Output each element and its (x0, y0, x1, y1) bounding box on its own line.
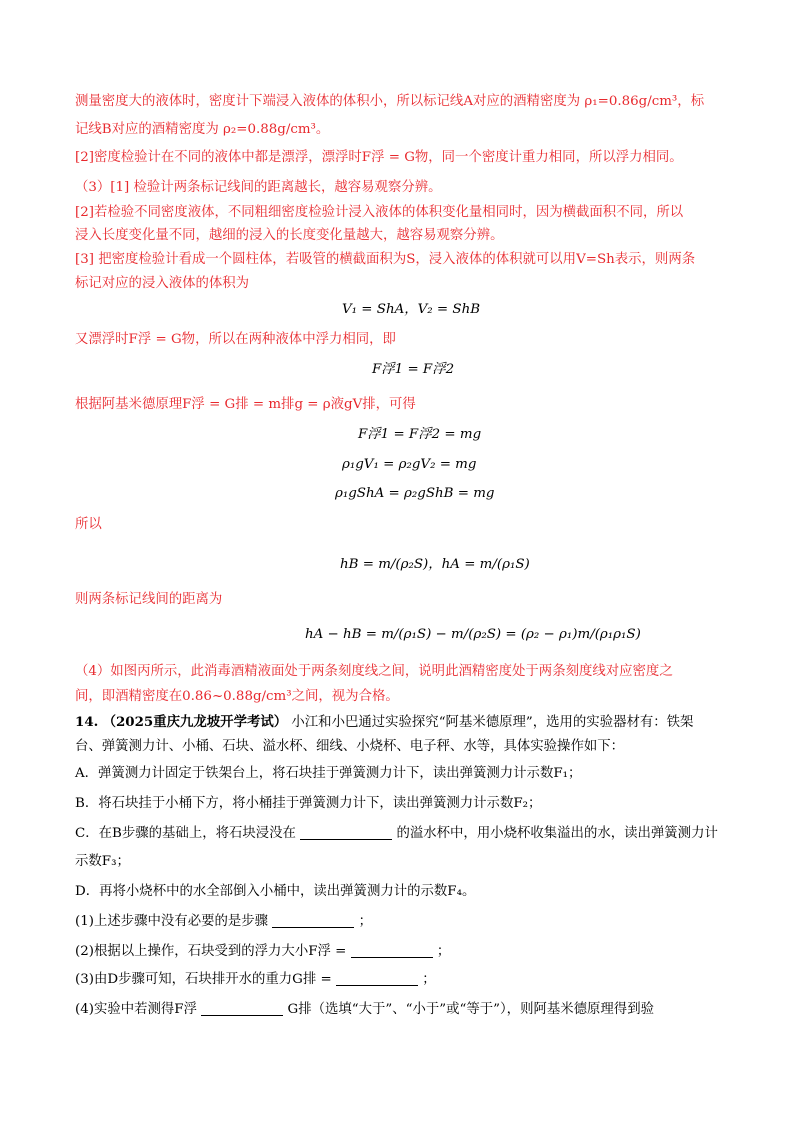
part-4 (75, 1000, 654, 1020)
equation-density-height: ρ₁gShA = ρ₂gShB = mg (335, 486, 495, 501)
step-c-text-b: 的溢水杯中，用小烧杯收集溢出的水，读出弹簧测力计 (396, 826, 718, 841)
blank-part-1[interactable] (272, 913, 354, 928)
solution-line-9: 又漂浮时F浮 = G物，所以在两种液体中浮力相同，即 (75, 332, 396, 347)
equation-buoyancy-equal: F浮1 = F浮2 (372, 362, 455, 377)
solution-line-6: 浸入长度变化量不同，越细的浸入的长度变化量越大，越容易观察分辨。 (75, 228, 504, 243)
question-source: （2025重庆九龙坡开学考试） (102, 714, 288, 730)
solution-line-2: 记线B对应的酒精密度为 ρ₂=0.88g/cm³。 (75, 122, 330, 137)
solution-line-10: 根据阿基米德原理F浮 = G排 = m排g = ρ液gV排，可得 (75, 397, 416, 412)
part-1-text: (1)上述步骤中没有必要的是步骤 (75, 914, 269, 929)
question-number: 14. (75, 714, 99, 730)
part-4-end: G排（选填“大于”、“小于”或“等于”），则阿基米德原理得到验 (287, 1002, 654, 1017)
step-c-line-1 (75, 824, 718, 844)
part-3-end: ； (422, 972, 436, 987)
part-4-text: (4)实验中若测得F浮 (75, 1002, 197, 1017)
solution-line-8: 标记对应的浸入液体的体积为 (75, 276, 250, 291)
solution-line-7: [3] 把密度检验计看成一个圆柱体，若吸管的横截面积为S，浸入液体的体积就可以用V=Sh表示，则两条 (75, 252, 696, 267)
question-intro-2: 台、弹簧测力计、小桶、石块、溢水杯、细线、小烧杯、电子秤、水等，具体实验操作如下： (75, 739, 625, 754)
solution-line-11: 所以 (75, 517, 102, 532)
solution-line-4: （3）[1] 检验计两条标记线间的距离越长，越容易观察分辨。 (75, 180, 442, 195)
solution-line-5: [2]若检验不同密度液体，不同粗细密度检验计浸入液体的体积变化量相同时，因为横截面积不同，所以 (75, 205, 684, 220)
part-1-end: ； (358, 914, 372, 929)
blank-part-2[interactable] (351, 943, 433, 958)
part-2-end: ； (436, 944, 451, 959)
step-c-line-2: 示数F₃； (75, 854, 130, 869)
step-a: A．弹簧测力计固定于铁架台上，将石块挂于弹簧测力计下，读出弹簧测力计示数F₁； (75, 766, 582, 781)
question-intro-1: 小江和小巴通过实验探究“阿基米德原理”，选用的实验器材有：铁架 (291, 715, 694, 730)
equation-density-volume: ρ₁gV₁ = ρ₂gV₂ = mg (342, 457, 477, 472)
step-c-text-a: C．在B步骤的基础上，将石块浸没在 (75, 826, 296, 841)
solution-line-3: [2]密度检验计在不同的液体中都是漂浮，漂浮时F浮 = G物，同一个密度计重力相同，所以浮力相同。 (75, 150, 683, 165)
solution-line-12: 则两条标记线间的距离为 (75, 592, 223, 607)
equation-distance: hA − hB = m/(ρ₁S) − m/(ρ₂S) = (ρ₂ − ρ₁)m/(ρ₁ρ₁S) (305, 627, 641, 642)
part-2 (75, 942, 450, 962)
part-1 (75, 912, 372, 932)
solution-line-14: 间，即酒精密度在0.86~0.88g/cm³之间，视为合格。 (75, 689, 399, 704)
blank-c[interactable] (300, 825, 392, 840)
equation-buoyancy-mg: F浮1 = F浮2 = mg (358, 427, 482, 442)
part-2-text: (2)根据以上操作，石块受到的浮力大小F浮 = (75, 944, 347, 959)
step-d: D．再将小烧杯中的水全部倒入小桶中，读出弹簧测力计的示数F₄。 (75, 884, 476, 899)
blank-part-4[interactable] (201, 1001, 283, 1016)
solution-line-1: 测量密度大的液体时，密度计下端浸入液体的体积小，所以标记线A对应的酒精密度为 ρ₁=0.86g/cm³，标 (75, 94, 705, 109)
equation-volumes: V₁ = ShA，V₂ = ShB (342, 302, 481, 317)
question-14-header (75, 712, 693, 733)
blank-part-3[interactable] (336, 971, 418, 986)
step-b: B．将石块挂于小桶下方，将小桶挂于弹簧测力计下，读出弹簧测力计示数F₂； (75, 796, 542, 811)
part-3 (75, 970, 436, 990)
equation-heights: hB = m/(ρ₂S)，hA = m/(ρ₁S) (340, 557, 530, 572)
part-3-text: (3)由D步骤可知，石块排开水的重力G排 = (75, 972, 332, 987)
solution-line-13: （4）如图丙所示，此消毒酒精液面处于两条刻度线之间，说明此酒精密度处于两条刻度线对应密度之 (75, 664, 673, 679)
